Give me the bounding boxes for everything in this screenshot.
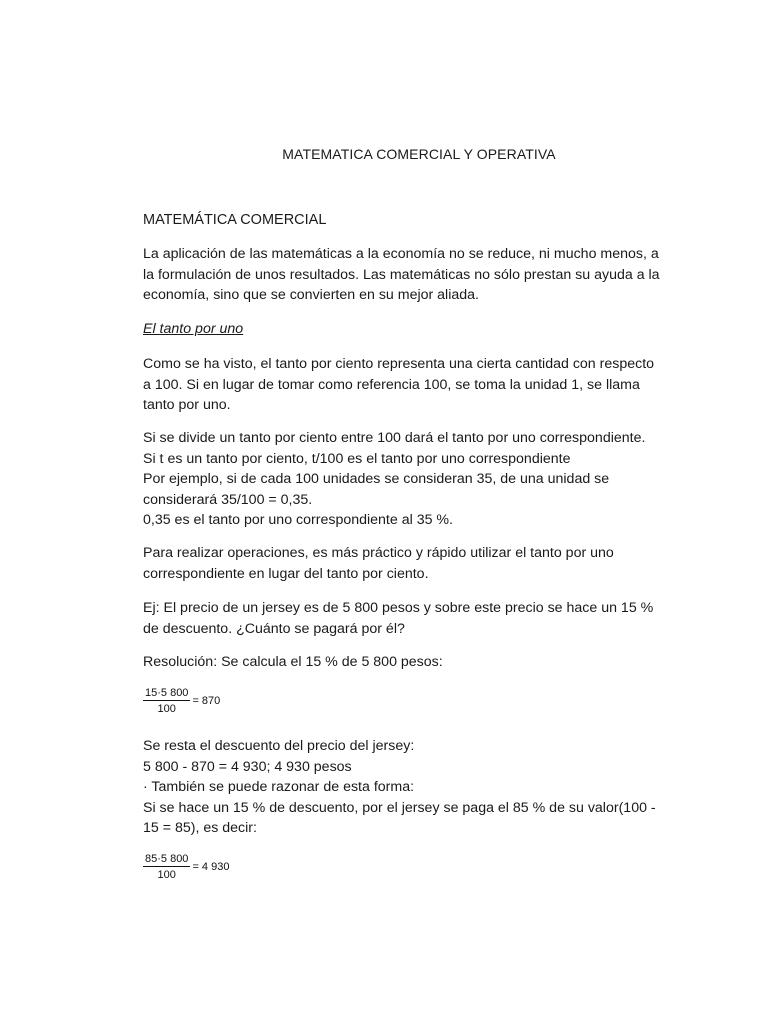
text-line: de descuento. ¿Cuánto se pagará por él?: [143, 620, 405, 637]
fraction-numerator: 85·5 800: [145, 853, 189, 865]
formula-result: = 870: [192, 695, 221, 707]
text-line: 5 800 - 870 = 4 930; 4 930 pesos: [143, 758, 352, 775]
text-line: Por ejemplo, si de cada 100 unidades se consideran 35, de una unidad se: [143, 471, 610, 487]
fraction-denominator: 100: [157, 703, 176, 715]
resolution-paragraph: [143, 652, 697, 673]
example-paragraph: [143, 598, 697, 639]
text-line: · También se puede razonar de esta forma:: [143, 779, 415, 795]
intro-paragraph: [143, 244, 697, 306]
text-line: Se resta el descuento del precio del jersey:: [143, 738, 415, 754]
document-title: MATEMATICA COMERCIAL Y OPERATIVA: [282, 146, 556, 162]
text-line: correspondiente en lugar del tanto por ciento.: [143, 565, 429, 582]
text-line: 0,35 es el tanto por uno correspondiente al 35 %.: [143, 512, 453, 528]
practical-paragraph: [143, 543, 697, 584]
formula-discount: [143, 687, 220, 715]
fraction: [143, 687, 190, 715]
text-line: Si se divide un tanto por ciento entre 100 dará el tanto por uno correspondiente.: [143, 430, 646, 446]
fraction-numerator: 15·5 800: [145, 687, 189, 699]
definition-paragraph: [143, 354, 697, 416]
fraction-denominator: 100: [157, 869, 176, 881]
text-line: Para realizar operaciones, es más práctico y rápido utilizar el tanto por uno: [143, 545, 614, 561]
subheading-tanto-por-uno: El tanto por uno: [143, 321, 244, 337]
text-line: a 100. Si en lugar de tomar como referencia 100, se toma la unidad 1, se llama: [143, 376, 640, 393]
text-line: la formulación de unos resultados. Las matemáticas no sólo prestan su ayuda a la: [143, 266, 660, 283]
text-line: tanto por uno.: [143, 397, 231, 413]
section-heading: MATEMÁTICA COMERCIAL: [143, 212, 327, 228]
text-line: 15 = 85), es decir:: [143, 820, 257, 836]
fraction: [143, 853, 190, 881]
text-line: Si t es un tanto por ciento, t/100 es el tanto por uno correspondiente: [143, 450, 571, 467]
text-line: Como se ha visto, el tanto por ciento representa una cierta cantidad con respecto: [143, 356, 655, 372]
subtract-paragraph: [143, 736, 697, 839]
text-line: considerará 35/100 = 0,35.: [143, 491, 313, 508]
text-line: economía, sino que se convierten en su mejor aliada.: [143, 287, 479, 303]
formula-result: = 4 930: [192, 861, 230, 873]
text-line: La aplicación de las matemáticas a la economía no se reduce, ni mucho menos, a: [143, 246, 659, 262]
text-line: Ej: El precio de un jersey es de 5 800 pesos y sobre este precio se hace un 15 %: [143, 600, 654, 616]
divide-paragraph: [143, 428, 697, 531]
text-line: Resolución: Se calcula el 15 % de 5 800 pesos:: [143, 654, 443, 670]
text-line: Si se hace un 15 % de descuento, por el jersey se paga el 85 % de su valor(100 -: [143, 799, 656, 816]
formula-final-price: [143, 853, 229, 881]
